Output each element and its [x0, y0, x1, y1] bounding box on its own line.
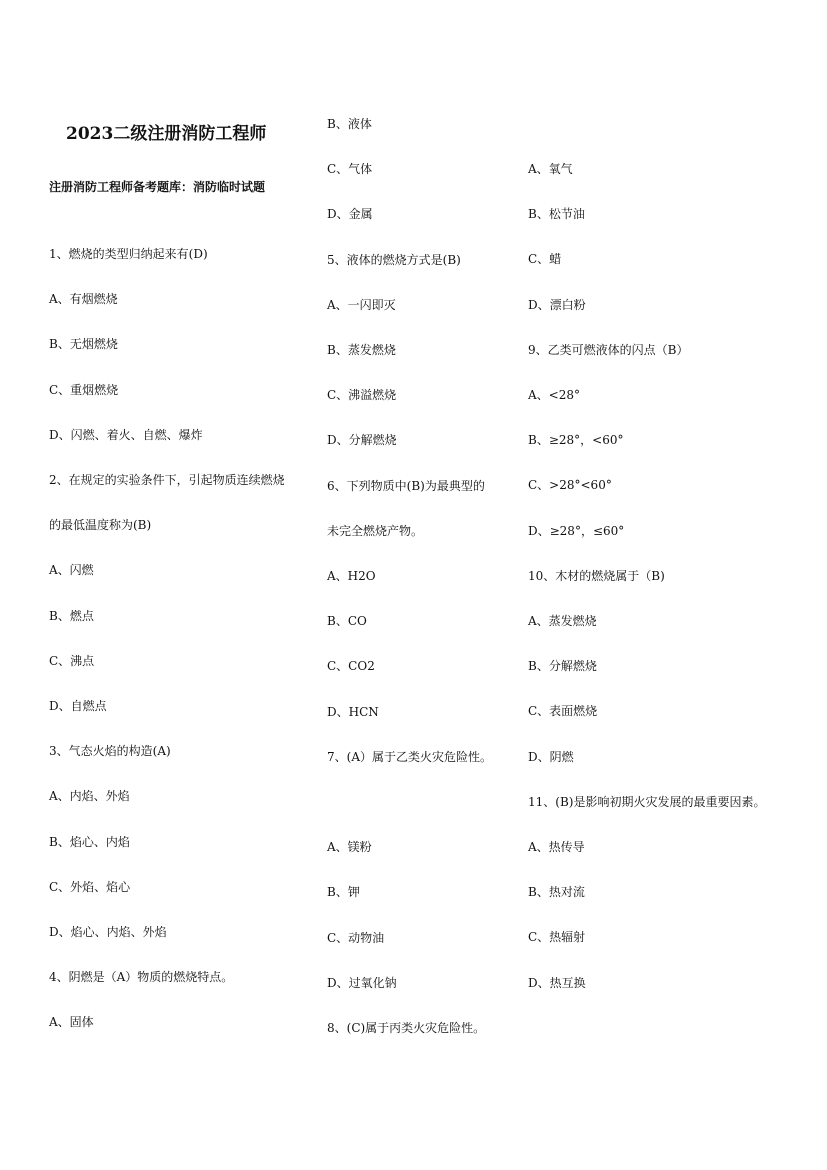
question-line: D、热互换	[528, 975, 586, 990]
question-line: A、氧气	[528, 162, 573, 176]
question-line: B、分解燃烧	[528, 659, 597, 674]
question-line: C、蜡	[528, 252, 562, 267]
question-line: A、内焰、外焰	[49, 789, 130, 804]
question-line: A、热传导	[528, 840, 585, 854]
question-line: B、液体	[327, 117, 372, 131]
question-line: 1、燃烧的类型归纳起来有(D)	[49, 247, 208, 261]
question-line: D、焰心、内焰、外焰	[49, 925, 167, 939]
question-line: B、CO	[327, 614, 367, 629]
question-line: 5、液体的燃烧方式是(B)	[327, 252, 461, 267]
question-line: D、阴燃	[528, 749, 574, 764]
question-line: 11、(B)是影响初期火灾发展的最重要因素。	[528, 794, 766, 809]
question-line: D、过氧化钠	[327, 975, 397, 990]
question-line: C、外焰、焰心	[49, 879, 131, 894]
question-line: A、<28°	[528, 388, 580, 402]
question-line: D、金属	[327, 207, 373, 222]
question-line: A、镁粉	[327, 840, 372, 855]
page-subtitle: 注册消防工程师备考题库：消防临时试题	[49, 180, 266, 194]
question-line: 2、在规定的实验条件下，引起物质连续燃烧	[49, 473, 285, 487]
question-line: A、蒸发燃烧	[528, 614, 597, 628]
question-line: D、闪燃、着火、自燃、爆炸	[49, 427, 203, 442]
question-line: B、≥28°，<60°	[528, 433, 624, 448]
question-line: C、气体	[327, 162, 373, 177]
question-line: C、重烟燃烧	[49, 382, 119, 397]
question-line: A、闪燃	[49, 563, 94, 578]
question-line: D、HCN	[327, 704, 379, 719]
question-line: 10、木材的燃烧属于（B)	[528, 568, 665, 583]
question-line: 9、乙类可燃液体的闪点（B）	[528, 342, 689, 357]
question-line: B、钾	[327, 885, 360, 900]
question-line: 的最低温度称为(B)	[49, 518, 152, 533]
page-title: 2023二级注册消防工程师	[66, 124, 267, 144]
question-line: B、热对流	[528, 885, 585, 900]
question-line: 6、下列物质中(B)为最典型的	[327, 478, 485, 493]
question-line: A、H2O	[327, 569, 376, 583]
question-line: C、热辐射	[528, 930, 586, 945]
question-line: B、蒸发燃烧	[327, 343, 396, 357]
question-line: B、松节油	[528, 207, 585, 222]
question-line: C、动物油	[327, 930, 385, 945]
question-line: C、表面燃烧	[528, 704, 598, 719]
question-line: A、有烟燃烧	[49, 292, 118, 307]
question-line: B、无烟燃烧	[49, 337, 118, 352]
question-line: C、沸溢燃烧	[327, 388, 397, 403]
question-line: C、CO2	[327, 659, 375, 674]
question-line: A、一闪即灭	[327, 297, 396, 312]
question-line: D、分解燃烧	[327, 433, 397, 448]
question-line: D、漂白粉	[528, 297, 586, 312]
question-line: C、>28°<60°	[528, 478, 612, 493]
question-line: 3、气态火焰的构造(A)	[49, 744, 171, 759]
question-line: D、≥28°，≤60°	[528, 523, 625, 538]
question-line: A、固体	[49, 1015, 94, 1030]
question-line: 未完全燃烧产物。	[327, 523, 424, 538]
question-line: 7、(A）属于乙类火灾危险性。	[327, 749, 492, 764]
question-line: B、燃点	[49, 608, 94, 623]
question-line: B、焰心、内焰	[49, 834, 130, 849]
question-line: 8、(C)属于丙类火灾危险性。	[327, 1021, 486, 1035]
question-line: C、沸点	[49, 653, 95, 668]
question-line: D、自燃点	[49, 699, 107, 713]
question-line: 4、阴燃是（A）物质的燃烧特点。	[49, 970, 234, 985]
